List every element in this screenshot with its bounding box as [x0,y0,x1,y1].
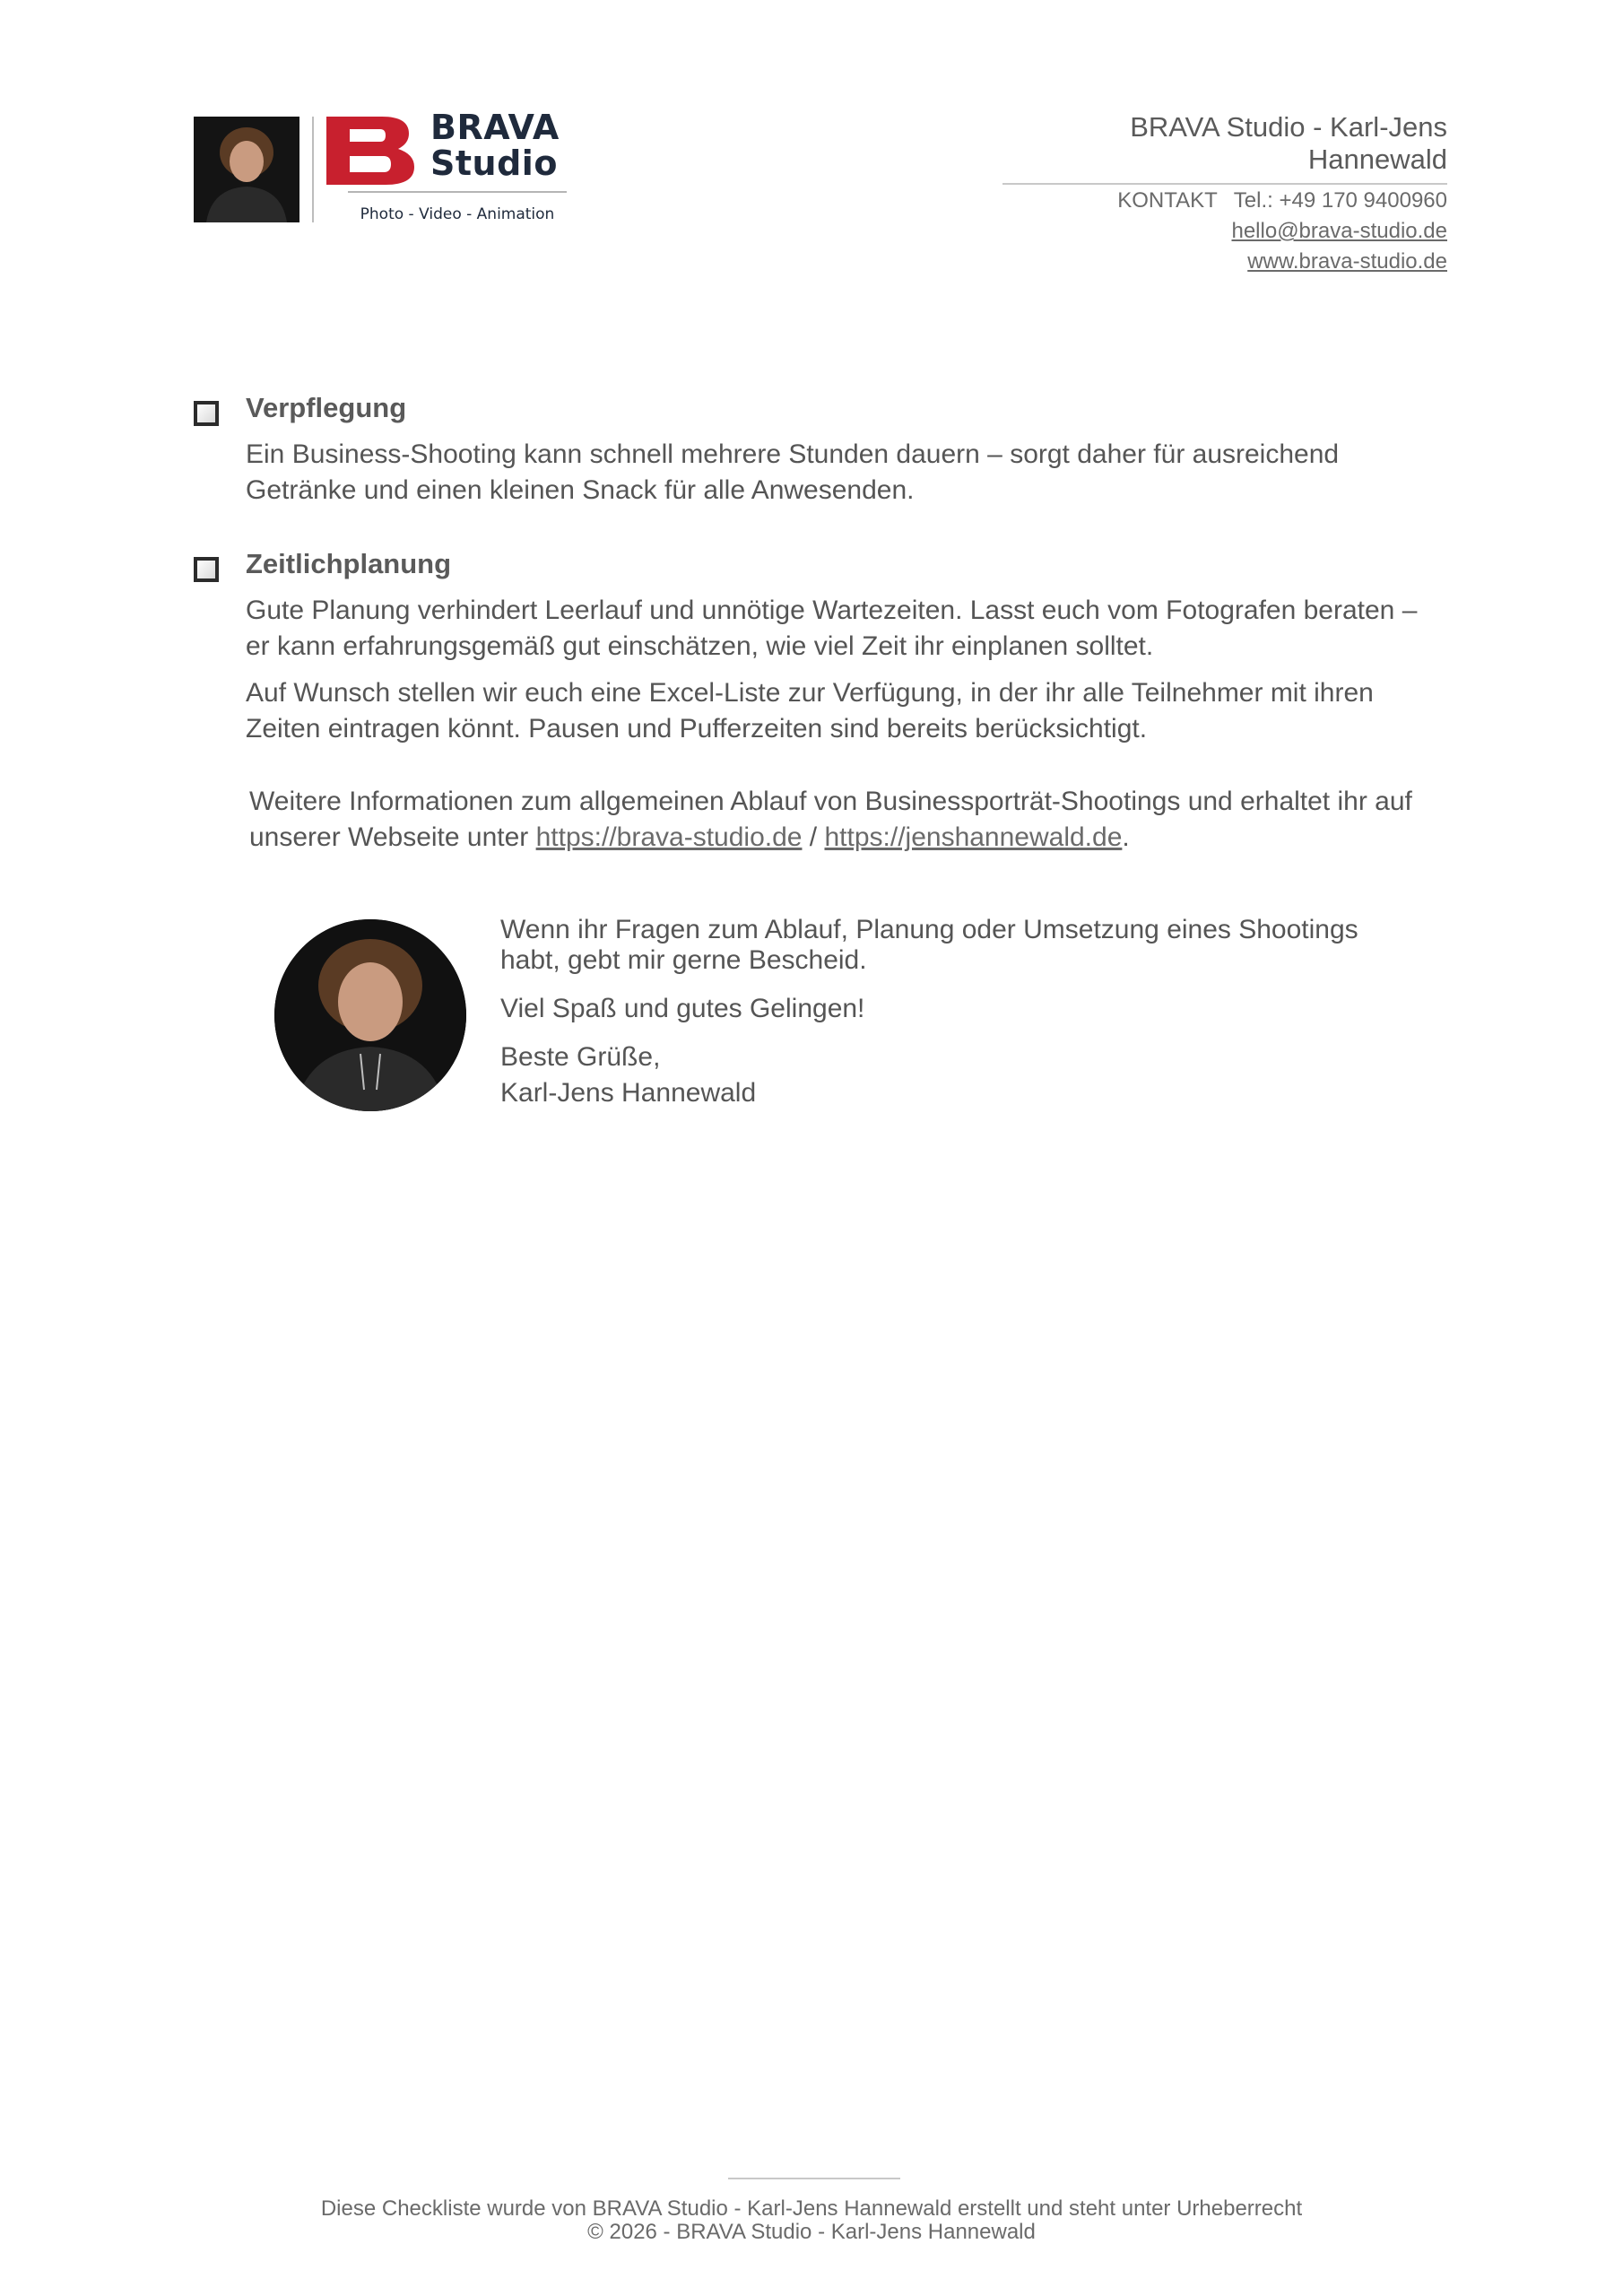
more-info-separator: / [802,822,825,852]
logo-rule [348,191,567,193]
signature-portrait-photo [274,919,466,1111]
logo-brand-line1: BRAVA [430,108,560,147]
footer-copyright-notice: Diese Checkliste wurde von BRAVA Studio - Karl-Jens Hannewald erstellt und steht unter Urheberrecht [320,2196,1303,2221]
portrait-image [194,117,299,222]
jenshannewald-link[interactable]: https://jenshannewald.de [824,822,1123,852]
contact-label: KONTAKT [1117,188,1218,213]
checklist-item-title: Zeitlichplanung [246,548,452,579]
footer [0,2197,1623,2244]
contact-email-link[interactable]: hello@brava-studio.de [1231,219,1447,243]
header-portrait-photo [194,117,299,222]
signature-name: Karl-Jens Hannewald [500,1078,757,1108]
signature-questions: Wenn ihr Fragen zum Ablauf, Planung oder Umsetzung eines Shootings habt, gebt mir gerne Bescheid. [500,915,1358,975]
checklist-item-paragraph: Gute Planung verhindert Leerlauf und unnötige Wartezeiten. Lasst euch vom Fotografen beraten – er kann erfahrungsgemäß gut einschätzen, wie viel Zeit ihr einplanen solltet. [246,596,1418,661]
contact-phone: Tel.: +49 170 9400960 [1233,188,1447,213]
contact-phone-line [873,187,1447,215]
logo-tagline: Photo - Video - Animation [360,205,555,223]
checklist-item-title: Verpflegung [246,392,407,423]
checklist-item-text [246,593,1447,758]
contact-website-link[interactable]: www.brava-studio.de [1247,249,1447,274]
checkbox[interactable] [194,401,219,426]
checkbox[interactable] [194,557,219,582]
logo-divider [312,117,314,222]
logo-brand-line2: Studio [430,144,558,183]
checklist-item-paragraph: Auf Wunsch stellen wir euch eine Excel-Liste zur Verfügung, in der ihr alle Teilnehmer mit ihren Zeiten eintragen könnt. Pausen und Pufferzeiten sind bereits berücksichtigt. [246,678,1374,744]
logo-brand-text [430,109,560,181]
footer-rule [728,2178,900,2179]
signature-text [500,915,1397,1126]
checklist-item-text [246,437,1447,519]
brava-logo-mark [326,117,414,185]
portrait-image [274,919,466,1111]
more-info-paragraph [249,784,1415,856]
contact-website-line [873,248,1447,276]
footer-copyright-line: © 2026 - BRAVA Studio - Karl-Jens Hannewald [587,2220,1036,2244]
contact-block [873,111,1447,276]
contact-email-line [873,217,1447,246]
signature-greeting: Beste Grüße, [500,1042,661,1072]
checklist-item-paragraph: Ein Business-Shooting kann schnell mehrere Stunden dauern – sorgt daher für ausreichend Getränke und einen kleinen Snack für alle Anwesenden. [246,439,1340,505]
contact-title: BRAVA Studio - Karl-Jens Hannewald [1002,111,1447,185]
signature-wish: Viel Spaß und gutes Gelingen! [500,994,865,1023]
brava-studio-link[interactable]: https://brava-studio.de [535,822,803,852]
more-info-end: . [1122,822,1130,852]
more-info-text: Weitere Informationen zum allgemeinen Ablauf von Businessporträt-Shootings und erhaltet ihr auf unserer Webseite unter [249,787,1412,852]
